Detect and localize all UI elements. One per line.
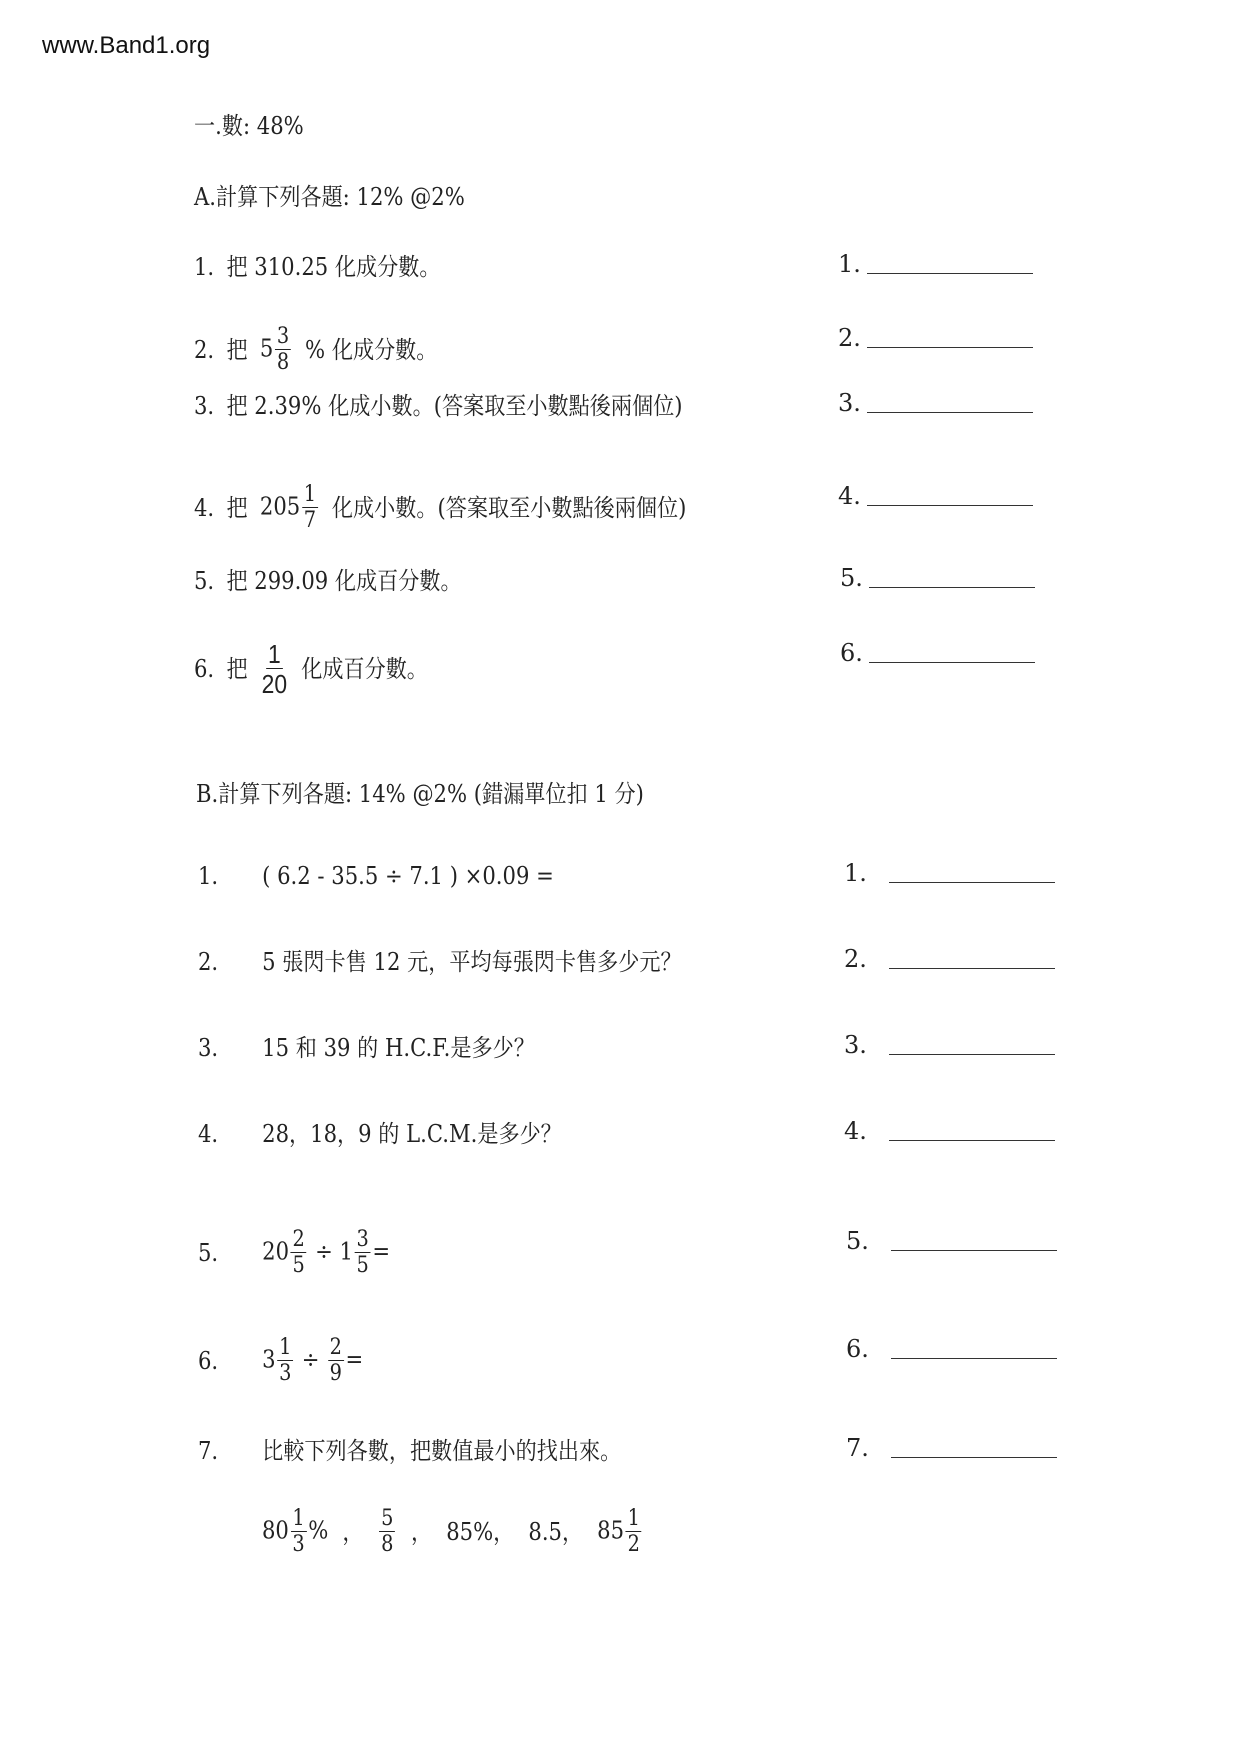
answer-line[interactable] [889,881,1055,883]
denominator: 5 [292,1253,305,1278]
equals: = [345,1345,364,1374]
answer-num: 6. [846,1335,869,1363]
separator: ， [342,1518,364,1546]
denominator: 3 [292,1532,305,1557]
question-b1 [198,861,554,891]
fraction [302,484,318,532]
q-text: 15 和 39 的 H.C.F.是多少？ [262,1034,535,1062]
answer-blank-a5[interactable] [840,564,1035,592]
fraction [275,326,291,374]
numerator: 5 [381,1506,394,1531]
equals: = [372,1237,391,1266]
compare-values [262,1508,643,1556]
denominator: 5 [356,1253,369,1278]
question-a4 [194,484,686,532]
answer-line[interactable] [869,586,1035,588]
denominator: 8 [276,350,290,375]
whole: 80 [262,1516,289,1545]
section-title: 一.數: 48% [194,112,304,140]
q-num: 5. [194,567,215,595]
question-b4 [198,1119,562,1149]
q-num: 2. [198,948,219,976]
q-text: % 化成分數。 [305,336,438,364]
answer-num: 2. [844,945,867,973]
answer-line[interactable] [869,661,1035,663]
q-num: 3. [194,392,215,420]
operator: ÷ [301,1345,320,1374]
denominator: 8 [381,1532,394,1557]
answer-blank-a6[interactable] [840,639,1035,667]
whole: 3 [262,1345,276,1374]
q-num: 5. [198,1239,219,1267]
answer-blank-b7[interactable] [846,1434,1057,1462]
value-e [597,1508,643,1556]
q-text: 比較下列各數，把數值最小的找出來。 [262,1437,622,1465]
answer-line[interactable] [867,272,1033,274]
whole: 20 [262,1237,290,1266]
percent: % [308,1516,329,1545]
answer-line[interactable] [891,1249,1057,1251]
answer-blank-b6[interactable] [846,1335,1057,1363]
q-num: 7. [198,1437,219,1465]
q-num: 6. [194,655,215,683]
q-text: 化成百分數。 [301,655,428,683]
fraction [291,1508,307,1556]
answer-line[interactable] [889,1139,1055,1141]
answer-num: 6. [840,639,863,667]
value-a [262,1508,328,1556]
answer-num: 3. [844,1031,867,1059]
answer-num: 5. [846,1227,869,1255]
answer-line[interactable] [889,1053,1055,1055]
answer-blank-a1[interactable] [838,250,1033,278]
answer-line[interactable] [867,346,1033,348]
fraction [355,1229,371,1277]
question-b3 [198,1033,535,1063]
numerator: 3 [276,324,290,349]
numerator: 1 [292,1506,305,1531]
q-text: 把 [226,494,248,522]
numerator: 2 [292,1227,305,1252]
numerator: 1 [268,639,281,669]
answer-blank-a3[interactable] [838,389,1033,417]
denominator: 7 [303,508,317,533]
q-num: 1. [194,253,215,281]
fraction [626,1508,642,1556]
numerator: 3 [356,1227,369,1252]
answer-num: 3. [838,389,861,417]
answer-line[interactable] [891,1456,1057,1458]
whole: 5 [259,334,274,363]
value-c: 85%， [446,1518,515,1546]
separator: ， [411,1518,433,1546]
answer-line[interactable] [889,967,1055,969]
answer-num: 1. [838,250,861,278]
q-text: 28，18，9 的 L.C.M.是多少？ [262,1120,562,1148]
answer-blank-b2[interactable] [844,945,1055,973]
question-b5 [198,1229,390,1277]
denominator: 20 [261,669,288,699]
question-b6 [198,1337,363,1385]
part-b-title: B.計算下列各題: 14% @2% (錯漏單位扣 1 分) [196,780,644,808]
q-text: 把 310.25 化成分數。 [226,253,441,281]
q-text: 把 [226,336,248,364]
question-a1 [194,252,441,282]
question-a2 [194,326,437,374]
answer-num: 7. [846,1434,869,1462]
answer-blank-b1[interactable] [844,859,1055,887]
whole: 85 [597,1516,625,1545]
fraction [291,1229,307,1277]
q-num: 6. [198,1347,219,1375]
q-num: 4. [194,494,215,522]
q-num: 3. [198,1034,219,1062]
answer-blank-a4[interactable] [838,482,1033,510]
q-text: 把 2.39% 化成小數。(答案取至小數點後兩個位) [226,392,683,420]
question-a5 [194,566,462,596]
mixed-number [260,484,320,532]
answer-blank-b3[interactable] [844,1031,1055,1059]
answer-line[interactable] [867,411,1033,413]
whole: 205 [259,492,301,521]
expression [262,1337,363,1385]
q-text: 把 299.09 化成百分數。 [226,567,462,595]
value-d: 8.5， [528,1518,584,1546]
fraction [328,1337,344,1385]
part-a-title: A.計算下列各題: 12% @2% [194,183,465,211]
whole: 1 [339,1237,353,1266]
answer-line[interactable] [867,504,1033,506]
answer-num: 4. [838,482,861,510]
question-a3 [194,391,683,421]
answer-num: 4. [844,1117,867,1145]
numerator: 1 [279,1335,292,1360]
q-text: ( 6.2 - 35.5 ÷ 7.1 ) ×0.09 = [262,862,554,890]
q-text: 化成小數。(答案取至小數點後兩個位) [331,494,687,522]
question-b7 [198,1436,621,1466]
answer-blank-b5[interactable] [846,1227,1057,1255]
answer-blank-a2[interactable] [838,324,1033,352]
numerator: 2 [329,1335,342,1360]
operator: ÷ [315,1237,333,1266]
denominator: 9 [329,1361,342,1386]
mixed-number [260,326,293,374]
q-num: 4. [198,1120,219,1148]
q-text: 5 張閃卡售 12 元，平均每張閃卡售多少元？ [262,948,682,976]
answer-num: 5. [840,564,863,592]
expression [262,1229,390,1277]
denominator: 3 [279,1361,292,1386]
fraction [262,641,287,697]
question-a6 [194,641,428,697]
answer-num: 1. [844,859,867,887]
value-b [379,1508,395,1556]
q-num: 1. [198,862,219,890]
answer-line[interactable] [891,1357,1057,1359]
fraction [277,1337,293,1385]
answer-num: 2. [838,324,861,352]
numerator: 1 [303,482,317,507]
denominator: 2 [627,1532,640,1557]
question-b2 [198,947,682,977]
answer-blank-b4[interactable] [844,1117,1055,1145]
q-text: 把 [226,655,248,683]
numerator: 1 [627,1506,640,1531]
watermark: www.Band1.org [42,32,211,59]
q-num: 2. [194,336,215,364]
